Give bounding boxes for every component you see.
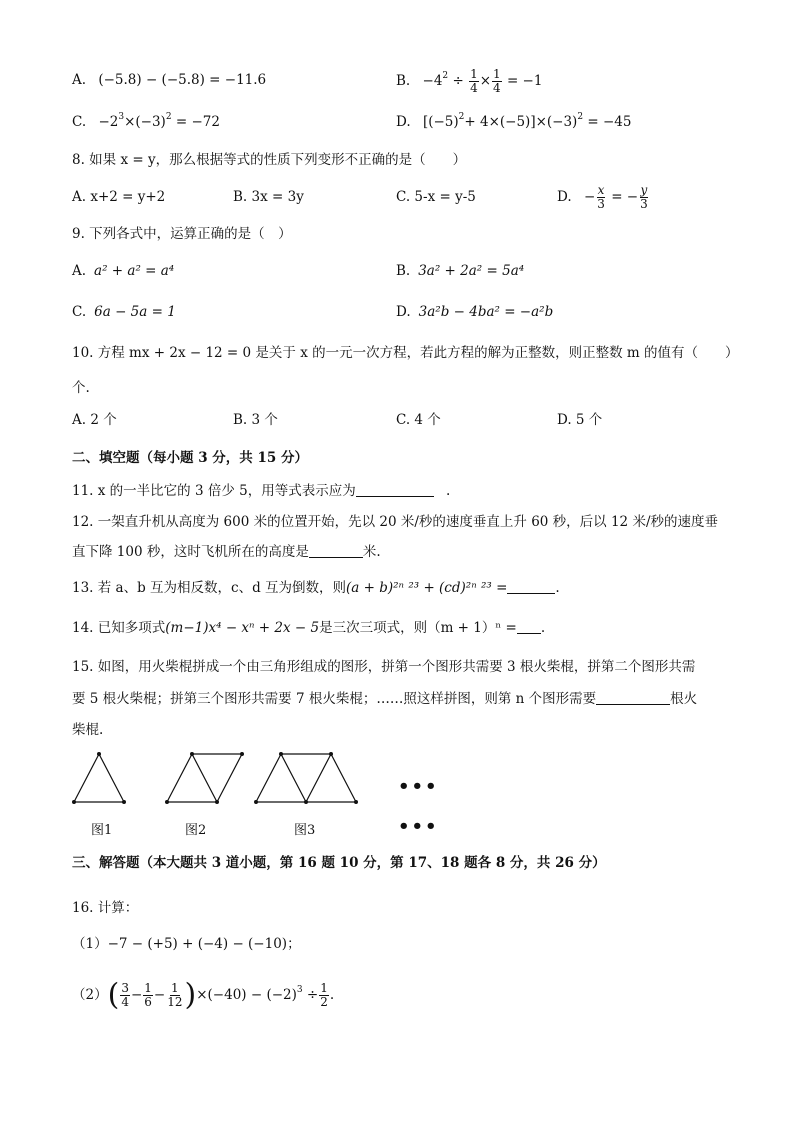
q10-stem-line1: 10. 方程 mx + 2x − 12 = 0 是关于 x 的一元一次方程，若此方程的解为正整数，则正整数 m 的值有（ ） [72,345,739,361]
q7-b-fraction-2: $\frac{1}{4}$ [493,67,501,95]
q7-option-b: B. $-4^2$ ÷ $\frac{1}{4}$ × $\frac{1}{4}$ = −1 [396,67,543,95]
section-3-title: 三、解答题（本大题共 3 道小题，第 16 题 10 分，第 17、18 题各 8 分，共 26 分） [72,855,606,871]
q9-stem: 9. 下列各式中，运算正确的是（ ） [72,226,292,242]
q8-option-d: D. − $\frac{x}{3}$ = − $\frac{y}{3}$ [557,183,648,211]
q7-option-a: A. (−5.8) − (−5.8) = −11.6 [72,72,267,88]
q10-option-b: B. 3 个 [233,412,278,428]
figure-3-vertices [254,752,358,804]
figure-3-caption: 图3 [294,823,316,838]
section-2-title: 二、填空题（每小题 3 分，共 15 分） [72,450,308,466]
q12-line2: 直下降 100 秒，这时飞机所在的高度是 米. [72,544,381,560]
q7-option-c: C. $-2^3\times(-3)^2 = -72$ [72,112,220,130]
q11: 11. x 的一半比它的 3 倍少 5，用等式表示应为 . [72,483,451,499]
q10-option-d: D. 5 个 [557,412,603,428]
q16-stem: 16. 计算： [72,900,139,916]
q7-a-expression: (−5.8) − (−5.8) = −11.6 [98,72,267,88]
q15-line2: 要 5 根火柴棍；拼第三个图形共需要 7 根火柴棍；……照这样拼图，则第 n 个图形需要 根火 [72,691,698,707]
figure-1-triangle [74,754,124,802]
figure-3-triangles [256,754,356,802]
q9-option-c: C. 6a − 5a = 1 [72,304,176,320]
figure-2-caption: 图2 [185,823,207,838]
q12-line1: 12. 一架直升机从高度为 600 米的位置开始，先以 20 米/秒的速度垂直上升 60 秒，后以 12 米/秒的速度垂 [72,514,718,530]
q9-option-d: D. 3a²b − 4ba² = −a²b [396,304,554,320]
matchstick-figures [64,748,384,808]
q9-option-b: B. 3a² + 2a² = 5a⁴ [396,263,525,279]
q8-option-a: A. x+2 = y+2 [72,189,166,205]
figure-1-vertices [72,752,126,804]
q16-part-1: （1）−7 − (+5) + (−4) − (−10)； [72,936,301,952]
q15-line1: 15. 如图，用火柴棍拼成一个由三角形组成的图形，拼第一个图形共需要 3 根火柴棍，拼第二个图形共需 [72,659,696,675]
q16-fraction-1: $\frac{3}{4}$ [121,981,129,1009]
q8-option-c: C. 5-x = y-5 [396,189,476,205]
figure-2-triangles [167,754,242,802]
q16-fraction-3: $\frac{1}{12}$ [167,981,183,1009]
q16-part-2: （2）( $\frac{3}{4}$ − $\frac{1}{6}$ − $\frac{1}{12}$ )$\times(-40) - (-2)^3$ ÷ $\frac{1}{2}$ . [72,977,335,1013]
q8-d-fraction-2: $\frac{y}{3}$ [640,183,648,211]
q10-option-c: C. 4 个 [396,412,441,428]
q8-stem: 8. 如果 x = y，那么根据等式的性质下列变形不正确的是（ ） [72,152,467,168]
q15-answer-blank [596,704,670,705]
q15-line3: 柴棍. [72,722,104,738]
q10-stem-line2: 个. [72,380,90,396]
q14: 14. 已知多项式(m−1)x⁴ − xⁿ + 2x − 5是三次三项式，则（m + 1）ⁿ = . [72,620,546,636]
ellipsis-icon: ••• [398,816,439,837]
q16-fraction-2: $\frac{1}{6}$ [144,981,152,1009]
q9-option-a: A. a² + a² = a⁴ [72,263,175,279]
q16-fraction-4: $\frac{1}{2}$ [320,981,328,1009]
q7-option-d: D. $[(-5)^2+ 4\times(-5)]\times(-3)^2 = -45$ [396,112,632,130]
q7-b-fraction-1: $\frac{1}{4}$ [470,67,478,95]
q14-answer-blank [517,633,541,634]
figure-1-caption: 图1 [91,823,113,838]
q8-d-fraction-1: $\frac{x}{3}$ [597,183,605,211]
q8-option-b: B. 3x = 3y [233,189,304,205]
q10-option-a: A. 2 个 [72,412,117,428]
ellipsis-icon: ••• [398,776,439,797]
q12-answer-blank [309,557,363,558]
q13: 13. 若 a、b 互为相反数，c、d 互为倒数，则(a + b)²ⁿ ²³ + (cd)²ⁿ ²³ = . [72,580,560,596]
q11-answer-blank [356,496,434,497]
q13-answer-blank [507,593,555,594]
